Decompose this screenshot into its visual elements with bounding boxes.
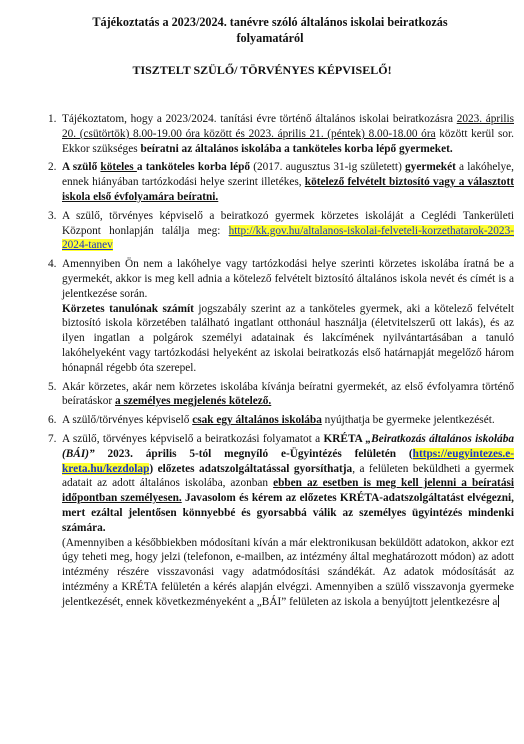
item-text: jogszabály szerint az a tanköteles gyermek, aki a kötelező felvételt biztosító iskola körzetében található ingatlant otthonául használja (életvitelszerű ott lakás), és az ilyen ingatlan a polgárok személyi adatainak és lakcímének nyilvántartásában a tanuló lakóhelyeként vagy tartózkodási helyeként az iskolai beiratkozás első határnapját megelőző három hónapnál régebb óta szerepel. [62, 302, 514, 374]
item-text: A szülő/törvényes képviselő [62, 414, 193, 427]
emphasis-text: KRÉTA [323, 432, 366, 445]
emphasis-text: a tanköteles korba lépő [136, 161, 251, 174]
list-item-4 [48, 257, 514, 375]
title-line-1: Tájékoztatás a 2023/2024. tanévre szóló általános iskolai beiratkozás [92, 15, 448, 29]
emphasis-text: Javasolom és kérem az előzetes KRÉTA-adatszolgáltatást elvégezni, mert ezáltal jelentősen könnyebbé és gyorsabbá válik az személyes ügyintézés mindenki számára. [62, 492, 514, 534]
item-text: Amennyiben Ön nem a lakóhelye vagy tartózkodási helye szerinti körzetes iskolába íratná be a gyermekét, akkor is meg kell adnia a kötelező felvételt biztosító általános iskola nevét és címét is a jelentkezése során. [62, 258, 514, 300]
item-text: Tájékoztatom, hogy a 2023/2024. tanítási évre történő általános iskolai beiratkozásra [62, 113, 457, 125]
emphasis-text: köteles [100, 161, 137, 174]
emphasis-text: ebben az esetben is meg kell jelenni a beíratási időpontban személyesen. [62, 477, 515, 505]
emphasis-text: csak egy általános iskolába [192, 414, 322, 427]
item-text: , a felületen beküldheti a gyermek adatait az adott általános iskolába, azonban [62, 462, 514, 490]
item-number: 7. [48, 432, 57, 445]
emphasis-text: 2023. április 5-tól megnyíló e-Ügyintézés felületén ( [94, 447, 413, 460]
emphasis-text: beíratni az általános iskolába a tanköteles korba lépő gyermeket. [140, 142, 453, 155]
dates-text: 2023. április 20. (csütörtök) 8.00-19.00 óra között és 2023. április 21. (péntek) 8.00-18.00 óra [62, 113, 515, 140]
emphasis-text: a személyes megjelenés kötelező. [115, 395, 272, 408]
item-number: 4. [48, 258, 57, 271]
emphasis-text: A szülő [62, 161, 101, 174]
salutation: TISZTELT SZÜLŐ/ TÖRVÉNYES KÉPVISELŐ! [132, 63, 392, 77]
list-item-1 [48, 112, 515, 156]
item-text: (2017. augusztus 31-ig született) [250, 161, 406, 174]
emphasis-text: „Beiratkozás általános iskolába (BÁI)” [62, 432, 514, 460]
list-item-6 [48, 413, 514, 428]
title-line-2: folyamatáról [236, 31, 304, 45]
list-item-2 [48, 160, 514, 204]
item-text: nyújthatja be gyermeke jelentkezését. [321, 414, 495, 427]
emphasis-text: Körzetes tanulónak számít [62, 302, 194, 315]
item-number: 6. [48, 414, 57, 427]
item-text: A szülő, törvényes képviselő a beiratkozó gyermek körzetes iskoláját a Ceglédi Tankerületi Központ honlapján találja meg: [62, 209, 514, 237]
info-list [48, 112, 514, 614]
emphasis-text: előzetes adatszolgáltatással gyorsíthatja [157, 462, 353, 475]
list-item-5 [48, 380, 514, 410]
kreta-link[interactable]: https://eugyintezes.e-kreta.hu/kezdolap [62, 447, 514, 475]
item-text: A szülő, törvényes képviselő a beiratkozási folyamatot a [62, 432, 324, 445]
list-item-3 [48, 209, 514, 253]
text-cursor [498, 595, 499, 607]
document-title [40, 14, 500, 46]
item-number: 1. [48, 113, 57, 125]
item-number: 5. [48, 380, 57, 393]
emphasis-text: kötelező felvételt biztosító vagy a választott iskola első évfolyamára beíratni. [62, 176, 514, 203]
emphasis-text: gyermekét [405, 161, 456, 174]
item-text: (Amennyiben a későbbiekben módosítani kíván a már elektronikusan beküldött adatokon, akkor ezt úgy teheti meg, hogy jelzi (telefonon, e-mailben, az intézmény által meghatározott módon) az adott intézmény részére visszavonási vagy adatmódosítási szándékát. Az adatok módosítását az intézmény a KRÉTA felületén a kérés alapján elvégzi. Amennyiben a szülő visszavonja gyermeke jelentkezését, ennek következményeként a „BÁI” felületen az iskola a benyújtott jelentkezésre a [62, 536, 514, 608]
item-text: a lakóhelye, ennek hiányában tartózkodási helye szerint illetékes, [62, 161, 514, 189]
list-item-7 [48, 432, 515, 610]
item-text: között kerül sor. Ekkor szükséges [62, 127, 515, 155]
item-number: 3. [48, 209, 57, 222]
district-link[interactable]: http://kk.gov.hu/altalanos-iskolai-felveteli-korzethatarok-2023-2024-tanev [62, 224, 514, 252]
item-number: 2. [48, 161, 57, 174]
item-text: Akár körzetes, akár nem körzetes iskolába kívánja beíratni gyermekét, az első évfolyamra történő beíratáskor [62, 380, 514, 408]
emphasis-text: ) [149, 462, 158, 475]
